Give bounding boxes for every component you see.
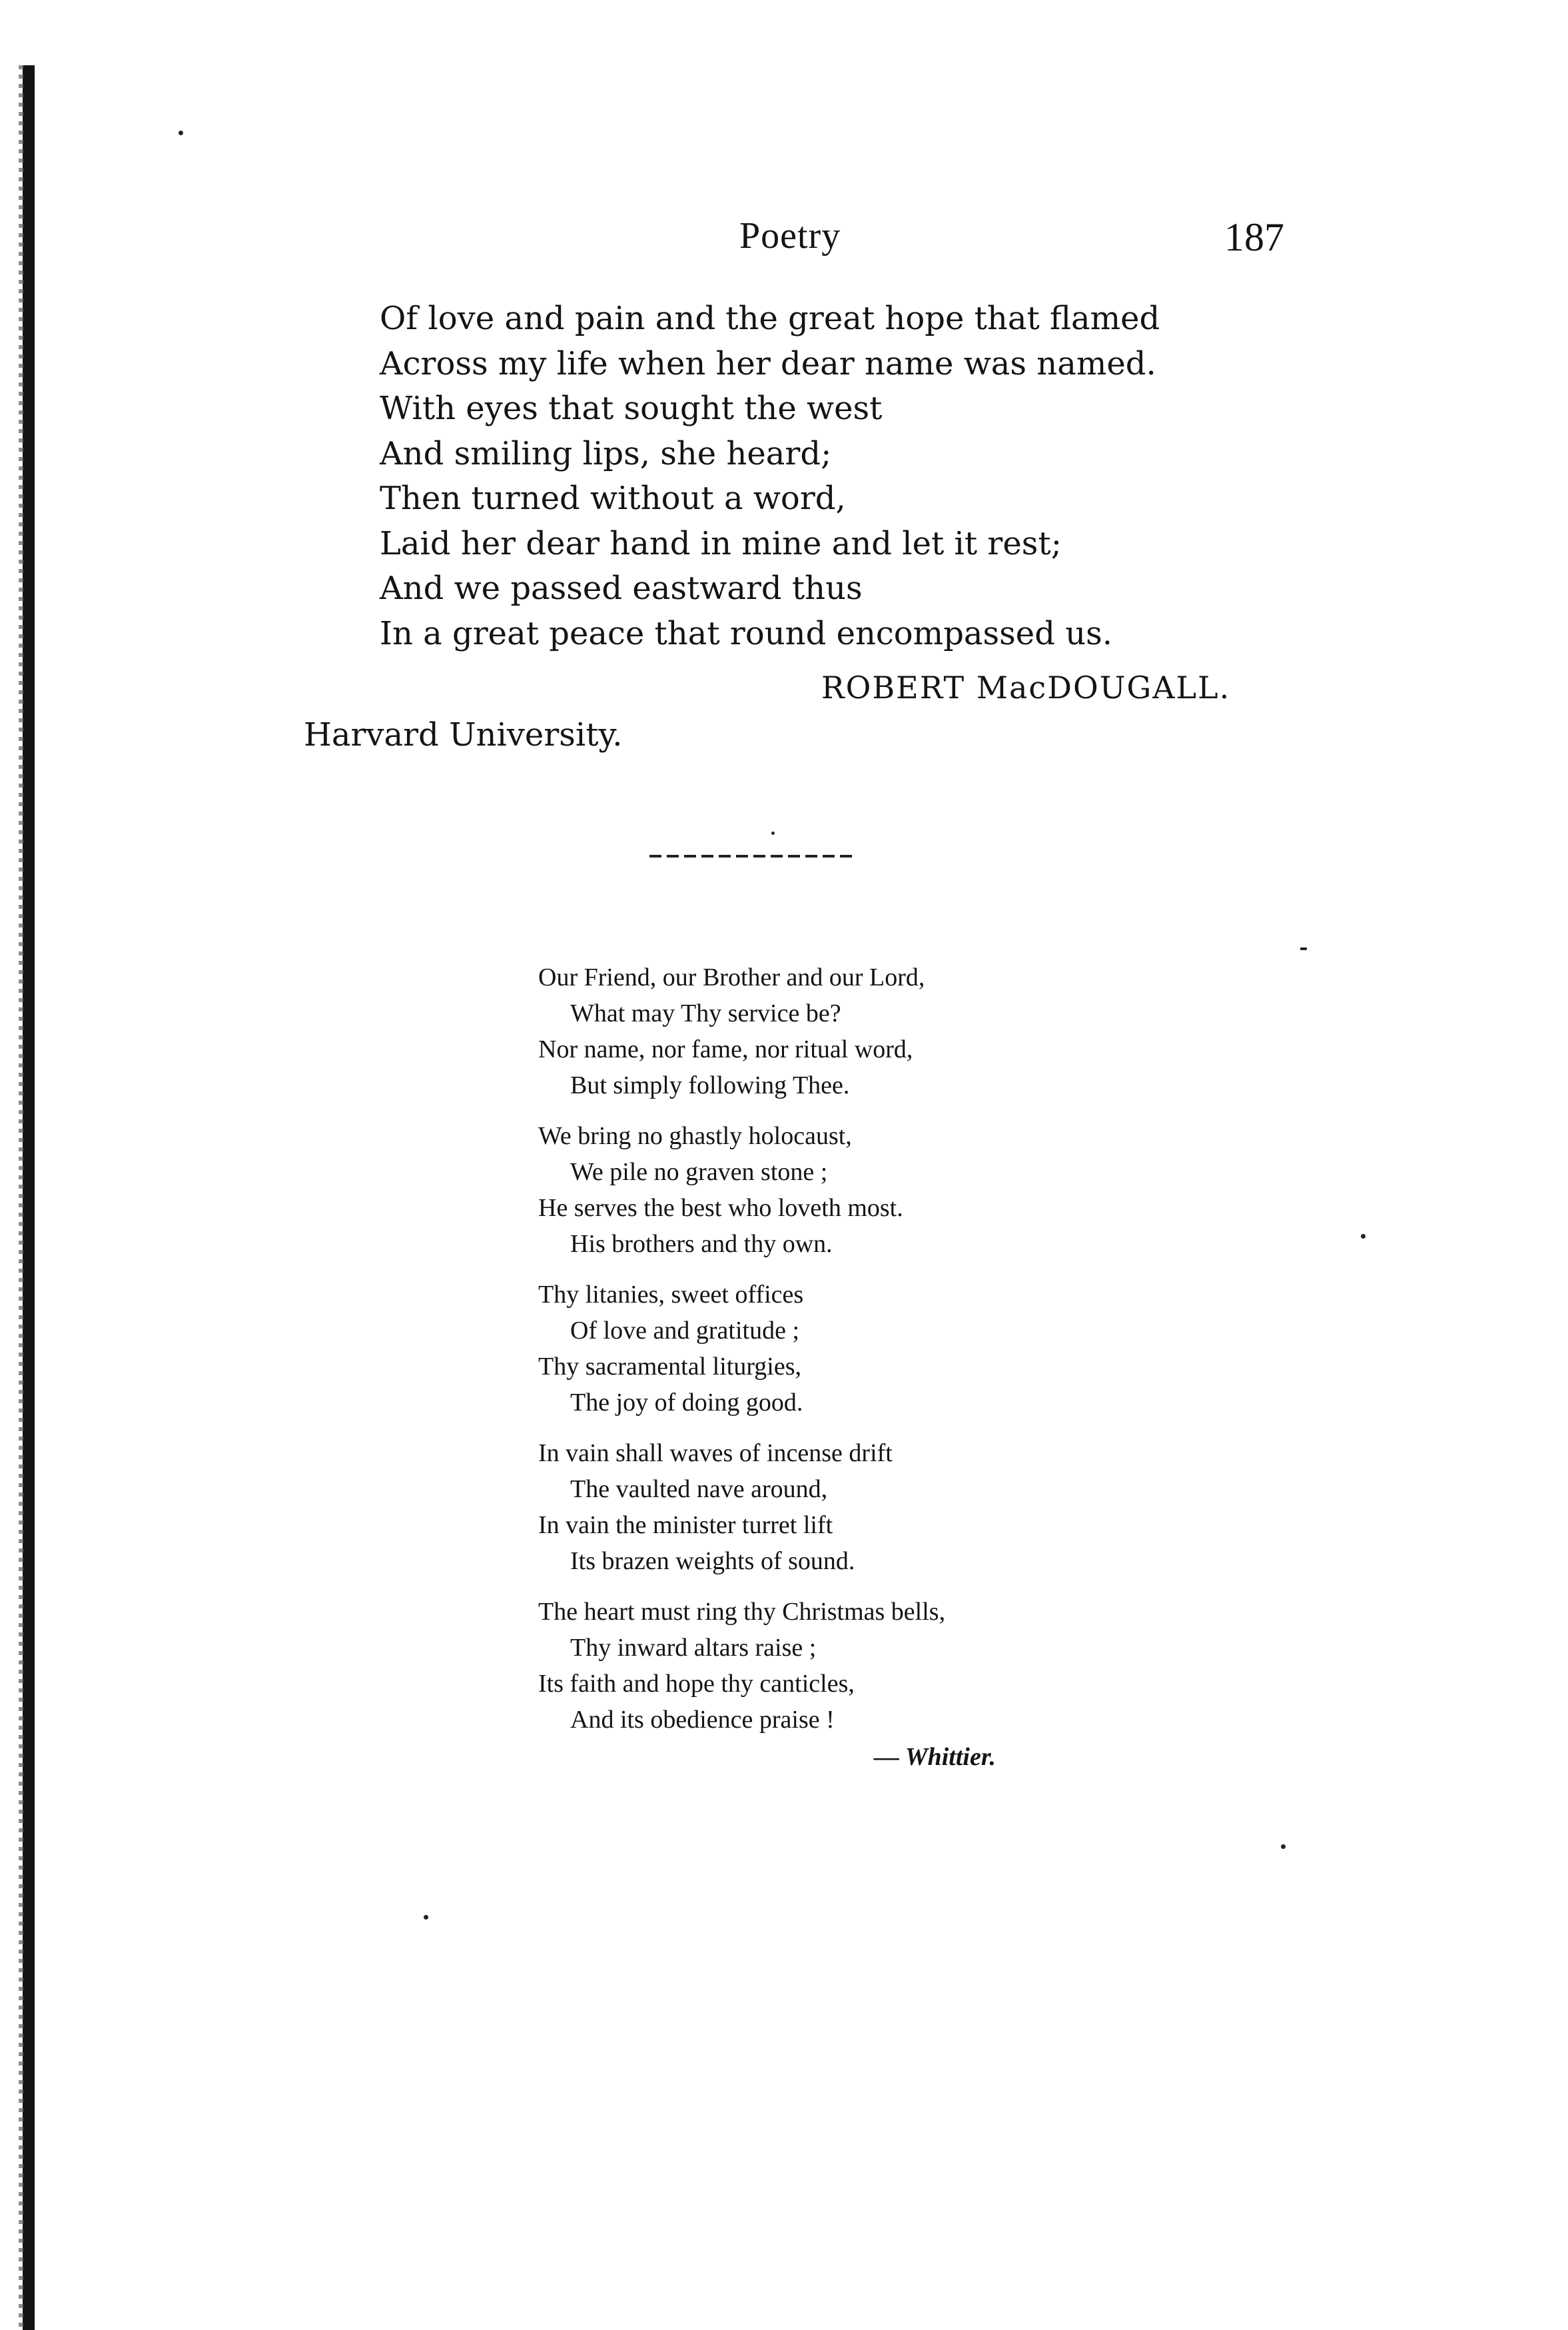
poem-line: And smiling lips, she heard; bbox=[380, 434, 832, 472]
hymn-line: We bring no ghastly holocaust, bbox=[538, 1122, 852, 1150]
hymn-line: He serves the best who loveth most. bbox=[538, 1194, 903, 1222]
page-number: 187 bbox=[1224, 215, 1284, 259]
ink-speck bbox=[771, 832, 775, 835]
hymn-line: Thy inward altars raise ; bbox=[570, 1634, 817, 1662]
hymn-line: Of love and gratitude ; bbox=[570, 1317, 800, 1345]
binding-edge bbox=[23, 65, 35, 2330]
section-divider bbox=[649, 855, 856, 858]
hymn-stanza bbox=[538, 1118, 1138, 1262]
author-affiliation: Harvard University. bbox=[304, 716, 623, 754]
poem-line: And we passed eastward thus bbox=[380, 570, 863, 607]
hymn-stanza bbox=[538, 1435, 1138, 1579]
hymn-line: Nor name, nor fame, nor ritual word, bbox=[538, 1035, 913, 1063]
ink-speck bbox=[179, 131, 183, 135]
hymn-line: His brothers and thy own. bbox=[570, 1230, 833, 1258]
hymn-stanza bbox=[538, 1594, 1138, 1738]
hymn-line: The heart must ring thy Christmas bells, bbox=[538, 1598, 946, 1626]
hymn-line: We pile no graven stone ; bbox=[570, 1158, 828, 1186]
poem-author: ROBERT MacDOUGALL. bbox=[821, 670, 1231, 706]
hymn-line: Its faith and hope thy canticles, bbox=[538, 1670, 855, 1698]
hymn-line: Thy litanies, sweet offices bbox=[538, 1281, 804, 1309]
binding-edge-fray bbox=[19, 65, 24, 2330]
hymn-line: And its obedience praise ! bbox=[570, 1706, 835, 1734]
ink-speck bbox=[424, 1915, 428, 1920]
ink-speck bbox=[1281, 1844, 1286, 1849]
hymn-line: Its brazen weights of sound. bbox=[570, 1547, 855, 1575]
hymn-stanza bbox=[538, 1277, 1138, 1421]
ink-speck bbox=[1300, 947, 1307, 950]
poem-line: With eyes that sought the west bbox=[380, 390, 883, 427]
running-title: Poetry bbox=[739, 215, 841, 257]
hymn-line: What may Thy service be? bbox=[570, 999, 841, 1027]
hymn-line: The joy of doing good. bbox=[570, 1389, 803, 1417]
running-head bbox=[0, 215, 1568, 275]
hymn-line: In vain shall waves of incense drift bbox=[538, 1439, 893, 1467]
hymn-line: Thy sacramental liturgies, bbox=[538, 1353, 802, 1381]
hymn-line: The vaulted nave around, bbox=[570, 1475, 828, 1503]
upper-poem bbox=[380, 296, 1379, 656]
hymn bbox=[538, 959, 1138, 1752]
hymn-attribution: — Whittier. bbox=[874, 1743, 996, 1771]
hymn-stanza bbox=[538, 959, 1138, 1103]
hymn-line: In vain the minister turret lift bbox=[538, 1511, 833, 1539]
ink-speck bbox=[1361, 1234, 1366, 1239]
poem-line: In a great peace that round encompassed us. bbox=[380, 614, 1112, 652]
poem-line: Then turned without a word, bbox=[380, 480, 846, 517]
poem-line: Of love and pain and the great hope that flamed bbox=[380, 300, 1160, 337]
poem-line: Across my life when her dear name was named. bbox=[380, 344, 1156, 382]
poem-line: Laid her dear hand in mine and let it rest; bbox=[380, 524, 1062, 562]
hymn-line: But simply following Thee. bbox=[570, 1071, 850, 1099]
hymn-line: Our Friend, our Brother and our Lord, bbox=[538, 963, 925, 991]
